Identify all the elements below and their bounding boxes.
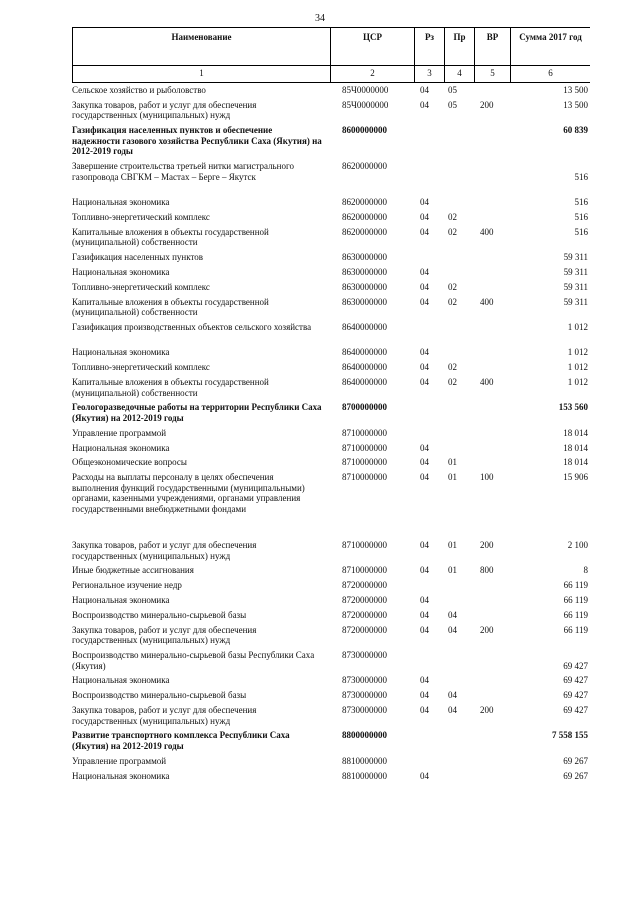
row-name: Закупка товаров, работ и услуг для обеспечения государственных (муниципальных) нужд	[72, 705, 257, 726]
row-csr: 8730000000	[342, 705, 387, 715]
header-name-label: Наименование	[171, 32, 232, 42]
row-rz: 04	[420, 609, 429, 620]
row-pr: 01	[448, 565, 457, 576]
row-sum: 69 427	[563, 690, 588, 701]
row-name: Национальная экономика	[72, 770, 170, 781]
header-rz-label: Рз	[424, 32, 435, 42]
row-rz: 04	[420, 267, 429, 277]
row-vr: 400	[480, 296, 494, 307]
row-rz: 04	[420, 565, 429, 576]
row-name: Закупка товаров, работ и услуг для обеспечения государственных (муниципальных) нужд	[72, 99, 257, 121]
row-rz: 04	[420, 197, 429, 208]
row-csr: 85Ч0000000	[342, 99, 389, 110]
row-csr: 8640000000	[342, 362, 387, 373]
row-name: Общеэкономические вопросы	[72, 457, 187, 468]
row-pr: 04	[448, 690, 457, 701]
header-col-name	[72, 28, 330, 82]
row-pr: 02	[448, 377, 457, 387]
row-csr: 8630000000	[342, 267, 387, 277]
table-row	[72, 610, 592, 621]
row-vr: 100	[480, 472, 494, 483]
row-sum: 66 119	[563, 580, 588, 591]
row-name: Газификация населенных пунктов и обеспечение надежности газового хозяйства Республики Саха (Якутия) на 2012-2019 годы	[72, 125, 322, 157]
header-num-5: 5	[490, 68, 495, 78]
row-sum: 59 311	[563, 267, 588, 277]
row-pr: 01	[448, 472, 457, 483]
row-name: Газификация производственных объектов сельского хозяйства	[72, 322, 312, 332]
row-rz: 04	[420, 690, 429, 701]
row-csr: 8620000000	[342, 212, 387, 222]
header-col-vr	[474, 28, 510, 82]
row-name: Геологоразведочные работы на территории Республики Саха (Якутия) на 2012-2019 годы	[72, 402, 322, 423]
table-row	[72, 402, 592, 423]
row-vr: 400	[480, 377, 494, 387]
row-sum: 66 119	[563, 609, 588, 620]
table-row	[72, 212, 592, 223]
header-col-csr	[330, 28, 414, 82]
table-row	[72, 252, 592, 263]
table-row	[72, 322, 592, 343]
row-csr: 8640000000	[342, 377, 387, 387]
row-sum: 1 012	[567, 347, 588, 358]
row-name: Сельское хозяйство и рыболовство	[72, 85, 206, 95]
table-row	[72, 428, 592, 439]
row-csr: 8640000000	[342, 322, 387, 332]
row-pr: 05	[448, 85, 457, 95]
row-rz: 04	[420, 457, 429, 468]
row-sum: 8	[583, 565, 588, 576]
row-csr: 8640000000	[342, 347, 387, 358]
row-sum: 18 014	[563, 427, 588, 438]
row-csr: 8630000000	[342, 281, 387, 292]
header-num-1: 1	[199, 68, 204, 78]
row-rz: 04	[420, 347, 429, 358]
row-rz: 04	[420, 362, 429, 373]
row-name: Закупка товаров, работ и услуг для обеспечения государственных (муниципальных) нужд	[72, 540, 257, 561]
row-rz: 04	[420, 212, 429, 222]
row-pr: 02	[448, 212, 457, 222]
row-pr: 05	[448, 99, 457, 110]
row-name: Капитальные вложения в объекты государственной (муниципальной) собственности	[72, 377, 269, 398]
row-vr: 400	[480, 226, 494, 237]
row-sum: 18 014	[563, 457, 588, 468]
table-row	[72, 362, 592, 373]
row-csr: 85Ч0000000	[342, 85, 389, 95]
table-row	[72, 197, 592, 208]
row-sum: 516	[574, 212, 588, 222]
header-csr-label: ЦСР	[363, 32, 382, 42]
table-row	[72, 625, 592, 646]
row-csr: 8720000000	[342, 580, 387, 591]
row-sum: 69 427	[563, 660, 588, 671]
row-rz: 04	[420, 705, 429, 715]
row-sum: 69 427	[563, 675, 588, 686]
row-csr: 8620000000	[342, 226, 387, 237]
row-name: Национальная экономика	[72, 347, 170, 358]
row-name: Расходы на выплаты персоналу в целях обеспечения выполнения функций государственными (муниципальными) органами, казенными учреждениями, органами управления государственными внебюджетными фондами	[72, 472, 305, 514]
row-sum: 2 100	[567, 540, 588, 550]
row-rz: 04	[420, 281, 429, 292]
row-csr: 8730000000	[342, 650, 387, 660]
row-name: Национальная экономика	[72, 675, 170, 686]
table-row	[72, 267, 592, 278]
row-name: Капитальные вложения в объекты государственной (муниципальной) собственности	[72, 226, 269, 248]
row-pr: 01	[448, 457, 457, 468]
row-csr: 8630000000	[342, 296, 387, 307]
row-name: Топливно-энергетический комплекс	[72, 281, 210, 292]
row-rz: 04	[420, 675, 429, 686]
row-rz: 04	[420, 226, 429, 237]
row-name: Национальная экономика	[72, 267, 170, 277]
row-csr: 8810000000	[342, 770, 387, 781]
row-rz: 04	[420, 540, 429, 550]
table-row	[72, 650, 592, 671]
row-sum: 516	[574, 226, 588, 237]
row-sum: 7 558 155	[552, 730, 588, 741]
table-row	[72, 472, 592, 536]
table-row	[72, 161, 592, 193]
row-pr: 02	[448, 296, 457, 307]
row-name: Закупка товаров, работ и услуг для обеспечения государственных (муниципальных) нужд	[72, 624, 257, 646]
header-vr-label: ВР	[486, 32, 499, 42]
row-pr: 02	[448, 362, 457, 373]
table-row	[72, 705, 592, 726]
row-name: Газификация населенных пунктов	[72, 252, 204, 263]
header-num-2: 2	[370, 68, 375, 78]
row-name: Воспроизводство минерально-сырьевой базы Республики Саха (Якутия)	[72, 650, 315, 671]
table-row	[72, 595, 592, 606]
row-csr: 8710000000	[342, 472, 387, 483]
row-sum: 66 119	[563, 595, 588, 605]
header-col-sum	[510, 28, 590, 82]
row-sum: 1 012	[567, 362, 588, 373]
row-name: Воспроизводство минерально-сырьевой базы	[72, 609, 247, 620]
row-csr: 8710000000	[342, 540, 387, 550]
row-sum: 69 267	[563, 755, 588, 766]
row-name: Топливно-энергетический комплекс	[72, 362, 210, 373]
row-name: Национальная экономика	[72, 595, 170, 605]
header-pr-label: Пр	[453, 32, 466, 42]
row-name: Завершение строительства третьей нитки магистрального газопровода СВГКМ – Мастах – Берге – Якутск	[72, 161, 294, 182]
row-name: Воспроизводство минерально-сырьевой базы	[72, 690, 247, 701]
row-rz: 04	[420, 472, 429, 483]
table-row	[72, 457, 592, 468]
header-sum-label: Сумма 2017 год	[519, 32, 582, 42]
row-csr: 8710000000	[342, 565, 387, 576]
table-row	[72, 347, 592, 358]
row-pr: 04	[448, 624, 457, 635]
table-row	[72, 282, 592, 293]
table-row	[72, 771, 592, 782]
row-sum: 59 311	[563, 296, 588, 307]
row-sum: 516	[574, 171, 588, 182]
row-vr: 200	[480, 624, 494, 635]
row-csr: 8810000000	[342, 755, 387, 766]
page-number: 34	[315, 13, 325, 24]
row-rz: 04	[420, 770, 429, 781]
header-num-4: 4	[457, 68, 462, 78]
row-csr: 8710000000	[342, 457, 387, 468]
row-sum: 59 311	[563, 281, 588, 292]
row-rz: 04	[420, 595, 429, 605]
table-row	[72, 100, 592, 121]
table-row	[72, 377, 592, 398]
row-csr: 8730000000	[342, 690, 387, 701]
row-csr: 8800000000	[342, 730, 387, 741]
row-vr: 800	[480, 565, 494, 576]
row-csr: 8630000000	[342, 252, 387, 263]
row-name: Капитальные вложения в объекты государственной (муниципальной) собственности	[72, 296, 269, 318]
row-name: Национальная экономика	[72, 442, 170, 453]
row-rz: 04	[420, 99, 429, 110]
row-rz: 04	[420, 377, 429, 387]
row-sum: 1 012	[567, 377, 588, 387]
table-row	[72, 297, 592, 318]
row-sum: 60 839	[563, 125, 588, 136]
row-name: Иные бюджетные ассигнования	[72, 565, 194, 576]
row-rz: 04	[420, 442, 429, 453]
table-row	[72, 540, 592, 561]
row-name: Национальная экономика	[72, 197, 170, 208]
row-rz: 04	[420, 624, 429, 635]
row-csr: 8710000000	[342, 442, 387, 453]
header-num-6: 6	[548, 68, 553, 78]
row-pr: 04	[448, 609, 457, 620]
row-sum: 15 906	[563, 472, 588, 483]
row-rz: 04	[420, 296, 429, 307]
row-name: Региональное изучение недр	[72, 580, 182, 591]
row-sum: 59 311	[563, 252, 588, 263]
row-sum: 153 560	[558, 402, 588, 413]
table-row	[72, 730, 592, 751]
row-name: Управление программой	[72, 755, 167, 766]
header-col-pr	[444, 28, 474, 82]
row-csr: 8730000000	[342, 675, 387, 686]
table-row	[72, 85, 592, 96]
header-col-rz	[414, 28, 444, 82]
row-csr: 8620000000	[342, 197, 387, 208]
row-pr: 02	[448, 226, 457, 237]
row-csr: 8620000000	[342, 161, 387, 172]
row-csr: 8700000000	[342, 402, 387, 413]
table-row	[72, 443, 592, 454]
row-pr: 04	[448, 705, 457, 715]
row-sum: 516	[574, 197, 588, 208]
row-name: Топливно-энергетический комплекс	[72, 212, 210, 222]
row-sum: 18 014	[563, 442, 588, 453]
row-sum: 69 427	[563, 705, 588, 715]
table-row	[72, 227, 592, 248]
row-name: Развитие транспортного комплекса Республики Саха (Якутия) на 2012-2019 годы	[72, 730, 290, 751]
table-header	[72, 27, 590, 83]
row-csr: 8720000000	[342, 624, 387, 635]
row-sum: 69 267	[563, 770, 588, 781]
row-vr: 200	[480, 99, 494, 110]
row-vr: 200	[480, 540, 494, 550]
row-csr: 8710000000	[342, 427, 387, 438]
row-pr: 01	[448, 540, 457, 550]
row-vr: 200	[480, 705, 494, 715]
row-rz: 04	[420, 85, 429, 95]
row-name: Управление программой	[72, 427, 167, 438]
table-row	[72, 565, 592, 576]
row-csr: 8720000000	[342, 609, 387, 620]
table-row	[72, 690, 592, 701]
row-sum: 66 119	[563, 624, 588, 635]
row-pr: 02	[448, 281, 457, 292]
table-row	[72, 675, 592, 686]
row-csr: 8600000000	[342, 125, 387, 136]
table-row	[72, 756, 592, 767]
header-num-3: 3	[427, 68, 432, 78]
row-sum: 13 500	[563, 99, 588, 110]
table-row	[72, 580, 592, 591]
row-sum: 13 500	[563, 85, 588, 95]
row-sum: 1 012	[567, 322, 588, 332]
row-csr: 8720000000	[342, 595, 387, 605]
table-row	[72, 125, 592, 157]
